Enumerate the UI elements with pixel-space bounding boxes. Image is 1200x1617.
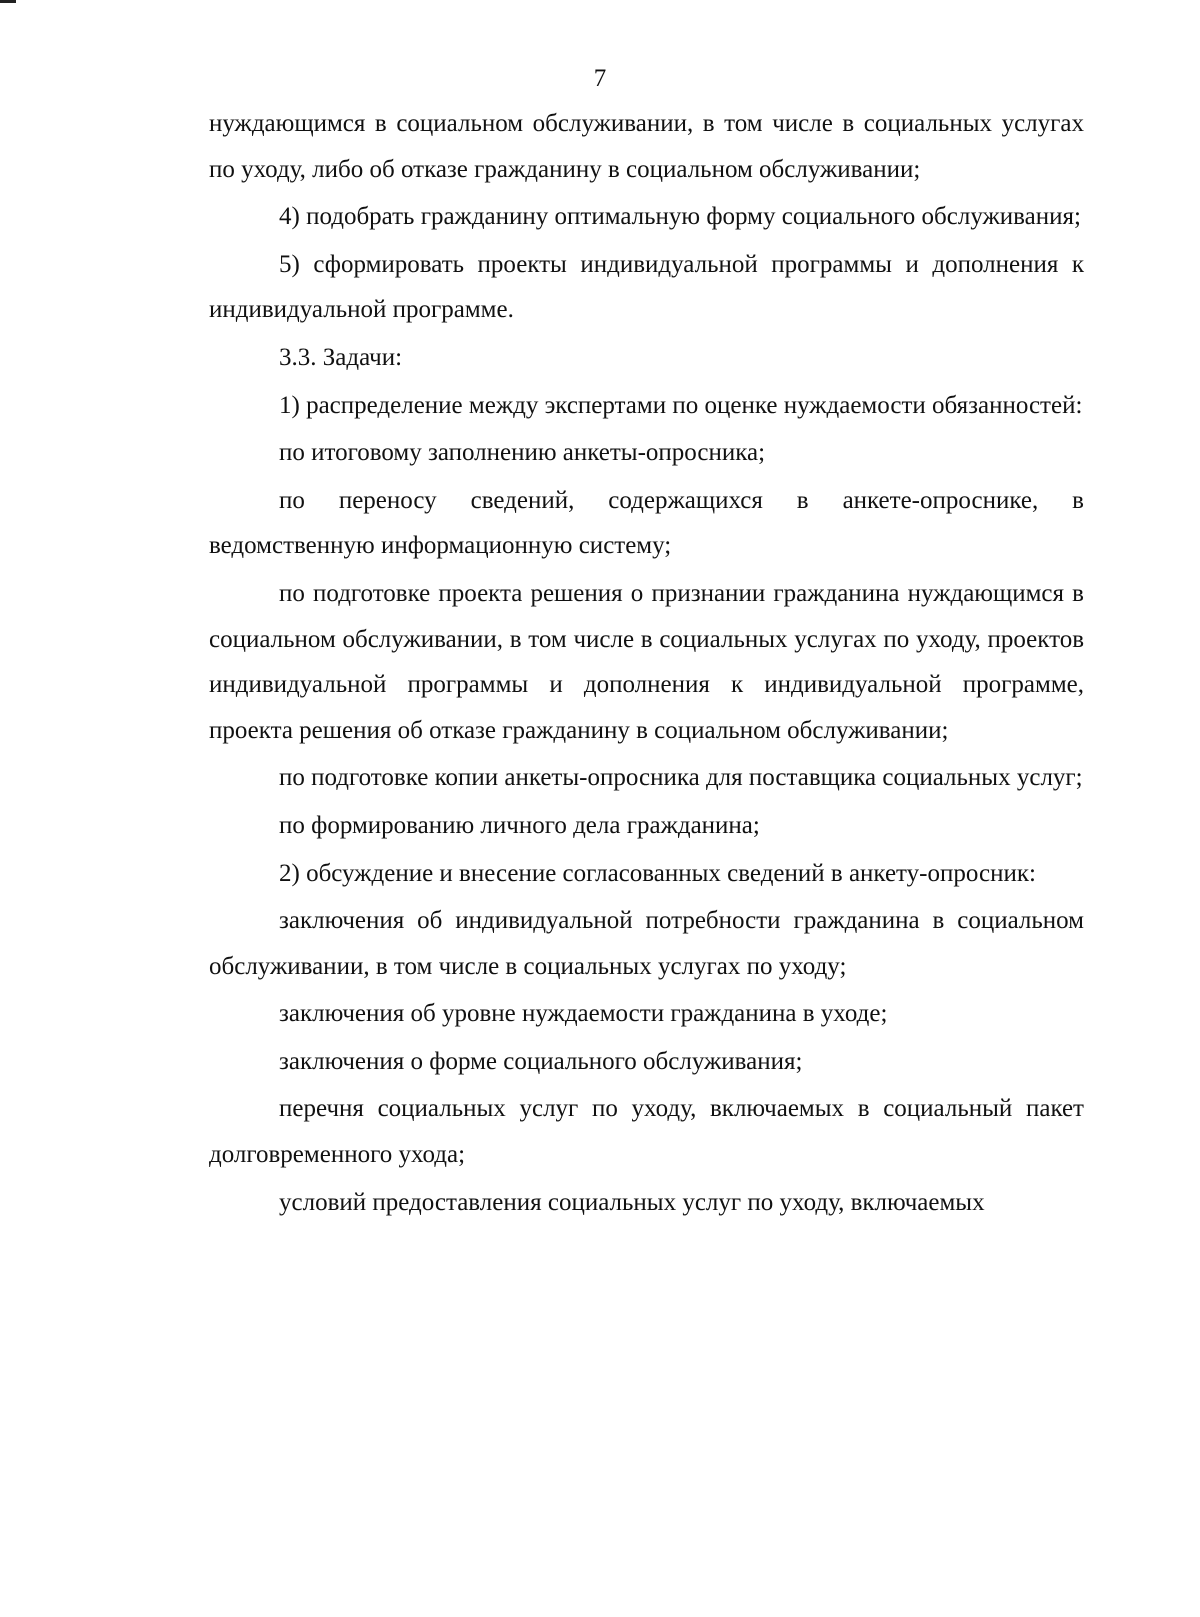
paragraph: по подготовке проекта решения о признании гражданина нуждающимся в социальном обслуживании, в том числе в социальных услугах по уходу, проектов индивидуальной программы и дополнения к индивидуальной программе, проекта решения об отказе гражданину в социальном обслуживании; [209,579,1084,744]
paragraph: 4) подобрать гражданину оптимальную форму социального обслуживания; [279,203,1081,231]
paragraph: 3.3. Задачи: [279,343,403,371]
scan-edge-mark [0,0,16,3]
paragraph: по подготовке копии анкеты-опросника для поставщика социальных услуг; [279,764,1083,792]
paragraph: нуждающимся в социальном обслуживании, в том числе в социальных услугах по уходу, либо об отказе гражданину в социальном обслуживании; [209,110,1084,183]
paragraph: по переносу сведений, содержащихся в анкете-опроснике, в ведомственную информационную систему; [209,486,1084,560]
paragraph: по формированию личного дела гражданина; [279,811,760,839]
paragraph: условий предоставления социальных услуг по уходу, включаемых [279,1188,985,1216]
paragraph: заключения об уровне нуждаемости гражданина в уходе; [279,1000,888,1028]
paragraph: 5) сформировать проекты индивидуальной программы и дополнения к индивидуальной программе. [209,250,1084,324]
paragraph: 1) распределение между экспертами по оценке нуждаемости обязанностей: [279,391,1083,419]
paragraph: заключения об индивидуальной потребности гражданина в социальном обслуживании, в том числе в социальных услугах по уходу; [209,907,1084,980]
document-body [209,101,1084,1225]
paragraph: 2) обсуждение и внесение согласованных сведений в анкету-опросник: [279,859,1036,887]
page-number: 7 [593,65,607,92]
paragraph: заключения о форме социального обслуживания; [279,1047,803,1075]
paragraph: по итоговому заполнению анкеты-опросника; [279,439,766,467]
paragraph: перечня социальных услуг по уходу, включаемых в социальный пакет долговременного ухода; [209,1095,1084,1169]
